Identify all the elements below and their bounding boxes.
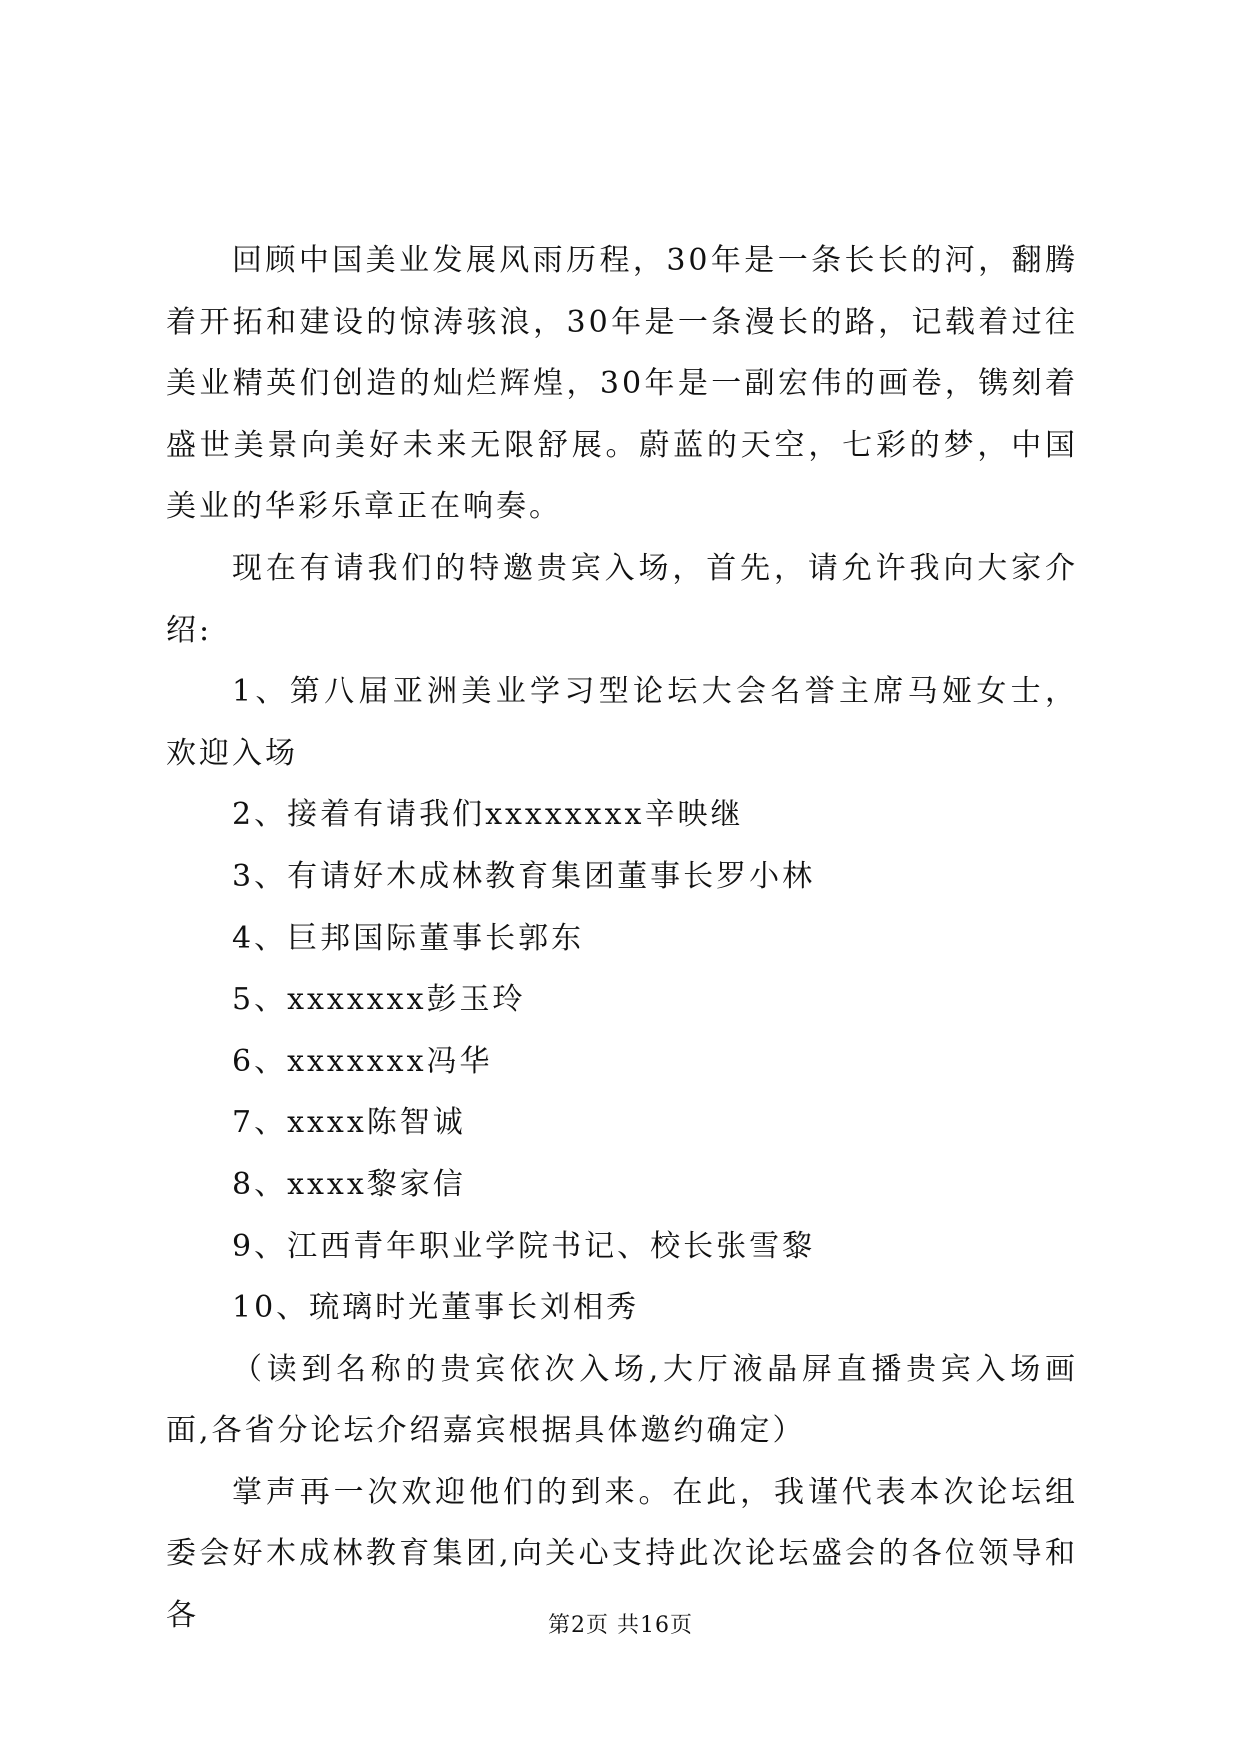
guest-list-item: 5、xxxxxxx彭玉玲 bbox=[232, 982, 526, 1018]
document-body bbox=[166, 230, 1078, 1647]
guest-list-item: 6、xxxxxxx冯华 bbox=[232, 1043, 493, 1079]
guest-list-item: 3、有请好木成林教育集团董事长罗小林 bbox=[232, 858, 816, 894]
page-number-footer: 第2页 共16页 bbox=[548, 1613, 693, 1638]
guest-list-item: 8、xxxx黎家信 bbox=[232, 1166, 466, 1202]
intro-paragraph: 回顾中国美业发展风雨历程，30年是一条长长的河，翻腾着开拓和建设的惊涛骇浪，30年是一条漫长的路，记载着过往美业精英们创造的灿烂辉煌，30年是一副宏伟的画卷，镌刻着盛世美景向美好未来无限舒展。蔚蓝的天空，七彩的梦，中国美业的华彩乐章正在响奏。 bbox=[166, 243, 1078, 525]
guest-list-item: 2、接着有请我们xxxxxxxx辛映继 bbox=[232, 797, 744, 833]
guest-list-item: 4、巨邦国际董事长郭东 bbox=[232, 920, 585, 956]
introduction-lead-paragraph: 现在有请我们的特邀贵宾入场，首先，请允许我向大家介绍: bbox=[166, 550, 1078, 648]
guest-list-item: 1、第八届亚洲美业学习型论坛大会名誉主席马娅女士，欢迎入场 bbox=[166, 674, 1078, 771]
guest-list bbox=[166, 661, 1078, 1339]
closing-paragraph: 掌声再一次欢迎他们的到来。在此，我谨代表本次论坛组委会好木成林教育集团,向关心支持此次论坛盛会的各位领导和各 bbox=[166, 1474, 1078, 1634]
guest-list-item: 7、xxxx陈智诚 bbox=[232, 1105, 466, 1141]
stage-direction-paragraph: （读到名称的贵宾依次入场,大厅液晶屏直播贵宾入场画面,各省分论坛介绍嘉宾根据具体邀约确定） bbox=[166, 1351, 1078, 1449]
guest-list-item: 9、江西青年职业学院书记、校长张雪黎 bbox=[232, 1228, 816, 1264]
guest-list-item: 10、琉璃时光董事长刘相秀 bbox=[232, 1290, 640, 1326]
